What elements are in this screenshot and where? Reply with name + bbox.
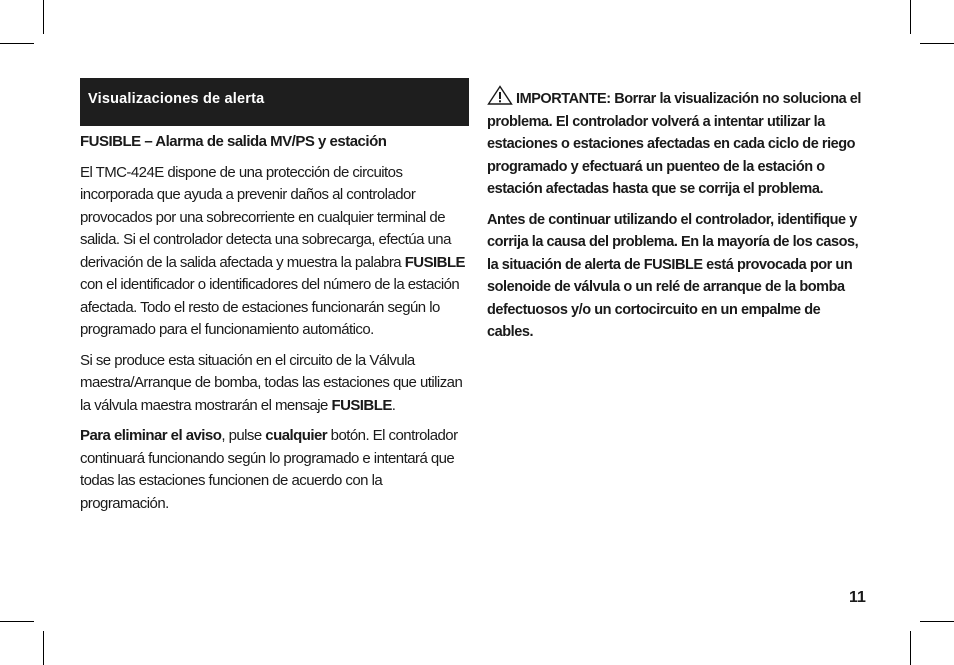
text: botón. El controlador continuará funcionando según lo programado e intentará que todas las estaciones funcionen de acuerdo con la programación. <box>80 427 458 512</box>
text: . <box>391 396 396 414</box>
text: con el identificador o identificadores del número de la estación afectada. Todo el resto de estaciones funcionarán según lo programado para el funcionamiento automático. <box>80 276 460 338</box>
text: Si se produce esta situación en el circuito de la Válvula maestra/Arranque de bomba, todas las estaciones que utilizan la válvula maestra mostrarán el mensaje <box>80 351 463 414</box>
important-note <box>487 85 867 201</box>
section-title: Visualizaciones de alerta <box>88 91 265 107</box>
crop-mark <box>43 631 44 665</box>
paragraph-clear-alert <box>80 425 472 515</box>
crop-mark <box>920 43 954 44</box>
clear-alert-label: Para eliminar el aviso <box>80 427 222 444</box>
keyword-fusible: FUSIBLE <box>331 396 392 414</box>
crop-mark <box>910 631 911 665</box>
crop-mark <box>920 621 954 622</box>
crop-mark <box>0 621 34 622</box>
crop-mark <box>43 0 44 34</box>
page-number: 11 <box>849 589 866 606</box>
text: El TMC-424E dispone de una protección de circuitos incorporada que ayuda a prevenir daños al controlador provocados por una sobrecorriente en cualquier terminal de salida. Si el controlador detecta una sobrecarga, efectúa una derivación de la salida afectada y muestra la palabra <box>80 163 451 271</box>
section-header <box>80 78 469 126</box>
text: , pulse <box>221 427 266 444</box>
crop-mark <box>910 0 911 34</box>
right-column <box>487 85 867 352</box>
keyword-any: cualquier <box>265 427 328 444</box>
crop-mark <box>0 43 34 44</box>
keyword-fusible: FUSIBLE <box>404 253 466 271</box>
important-text: IMPORTANTE: Borrar la visualización no soluciona el problema. El controlador volverá a intentar utilizar la estaciones o estaciones afectadas en cada ciclo de riego programado y efectuará un puenteo de la estación o estación afectadas hasta que se corrija el problema. <box>487 91 861 197</box>
left-column <box>80 131 472 523</box>
warning-triangle-icon <box>487 85 513 105</box>
paragraph-master-valve <box>80 350 472 418</box>
subheading: FUSIBLE – Alarma de salida MV/PS y estación <box>80 133 387 150</box>
paragraph-identify-cause: Antes de continuar utilizando el controlador, identifique y corrija la causa del problema. En la mayoría de los casos, la situación de alerta de FUSIBLE está provocada por un solenoide de válvula o un relé de arranque de la bomba defectuosos y/o un cortocircuito en un empalme de cables. <box>487 211 859 340</box>
paragraph-fuse-protection <box>80 162 472 342</box>
